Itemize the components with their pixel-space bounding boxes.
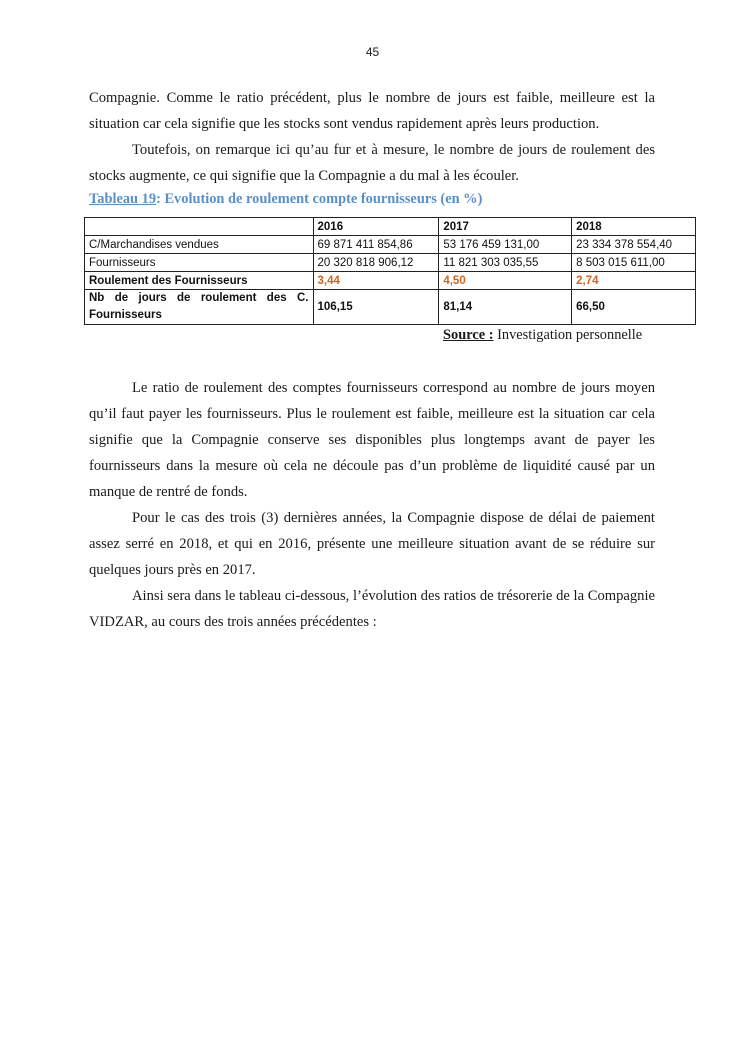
source-label: Source : [443,327,494,343]
row-label: Nb de jours de roulement des C. Fournisseurs [85,290,314,325]
table-caption-label: Tableau 19 [89,191,157,207]
table-cell-highlight: 3,44 [313,272,439,290]
table-cell: 23 334 378 554,40 [572,236,696,254]
header-cell-empty [85,218,314,236]
table-caption [89,191,482,208]
table-row [85,290,696,325]
row-label: C/Marchandises vendues [85,236,314,254]
header-cell-2016: 2016 [313,218,439,236]
paragraph-payment-delay: Pour le cas des trois (3) dernières années, la Compagnie dispose de délai de paiement assez serré en 2018, et qui en 2016, présente une meilleure situation avant de se réduire sur quelques jours près en 2017. [89,510,655,578]
table-cell: 106,15 [313,290,439,325]
table-row [85,236,696,254]
paragraph-treasury-intro: Ainsi sera dans le tableau ci-dessous, l’évolution des ratios de trésorerie de la Compagnie VIDZAR, au cours des trois années précédentes : [89,588,655,630]
supplier-turnover-table [84,217,696,325]
row-label: Roulement des Fournisseurs [85,272,314,290]
page-number: 45 [365,45,380,59]
paragraph-stocks-ratio: Compagnie. Comme le ratio précédent, plus le nombre de jours est faible, meilleure est la situation car cela signifie que les stocks sont vendus rapidement après leurs production. [89,90,655,132]
table-cell-highlight: 4,50 [439,272,572,290]
header-cell-2017: 2017 [439,218,572,236]
table-cell: 8 503 015 611,00 [572,254,696,272]
table-cell: 20 320 818 906,12 [313,254,439,272]
table-cell: 69 871 411 854,86 [313,236,439,254]
table-cell: 81,14 [439,290,572,325]
table-cell: 11 821 303 035,55 [439,254,572,272]
paragraph-stocks-trend: Toutefois, on remarque ici qu’au fur et à mesure, le nombre de jours de roulement des stocks augmente, ce qui signifie que la Compagnie a du mal à les écouler. [89,142,655,184]
table-row [85,254,696,272]
paragraph-supplier-ratio: Le ratio de roulement des comptes fournisseurs correspond au nombre de jours moyen qu’il faut payer les fournisseurs. Plus le roulement est faible, meilleure est la situation car cela signifie que la Compagnie conserve ses disponibles plus longtemps avant de payer les fournisseurs dans la mesure où cela ne découle pas d’un problème de liquidité causé par un manque de rentré de fonds. [89,380,655,500]
table-source [443,327,642,344]
table-caption-text: : Evolution de roulement compte fournisseurs (en %) [156,191,483,207]
table-cell: 53 176 459 131,00 [439,236,572,254]
table-header-row [85,218,696,236]
table-row [85,272,696,290]
row-label: Fournisseurs [85,254,314,272]
table-cell-highlight: 2,74 [572,272,696,290]
header-cell-2018: 2018 [572,218,696,236]
table-cell: 66,50 [572,290,696,325]
source-text: Investigation personnelle [493,327,643,343]
